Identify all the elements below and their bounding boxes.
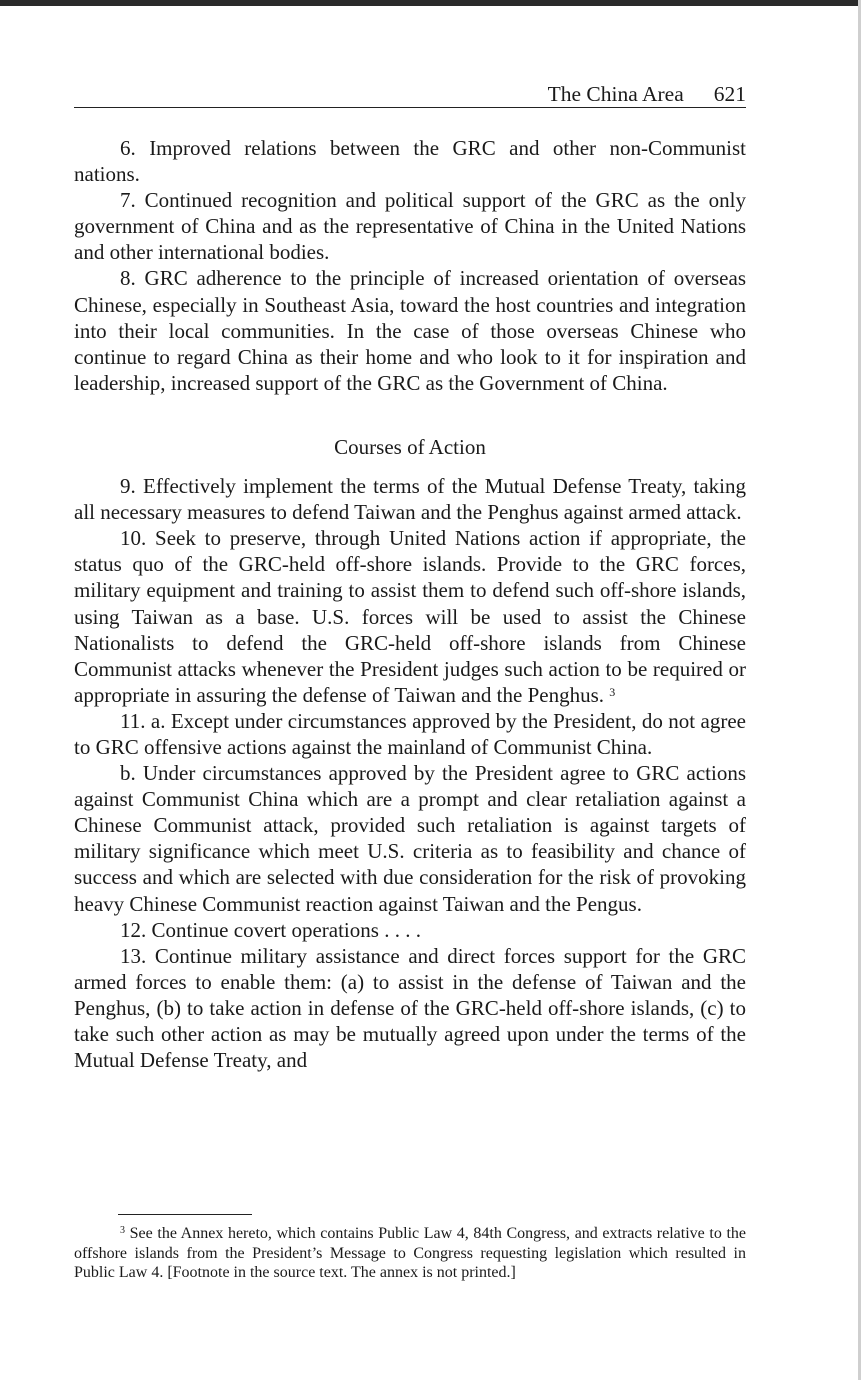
section-heading: Courses of Action <box>334 434 486 459</box>
paragraph-11a: 11. a. Except under circumstances approved by the President, do not agree to GRC offensive actions against the mainland of Communist China. <box>74 708 746 759</box>
main-text <box>74 135 746 1073</box>
page-top-border <box>0 0 861 6</box>
footnote-text: See the Annex hereto, which contains Public Law 4, 84th Congress, and extracts relative to the offshore islands from the President’s Message to Congress requesting legislation which resulted in Public Law 4. [Footnote in the source text. The annex is not printed.] <box>74 1225 747 1281</box>
footnote-marker: 3 <box>120 1225 125 1236</box>
footnote-rule <box>118 1214 252 1215</box>
paragraph-9: 9. Effectively implement the terms of the Mutual Defense Treaty, taking all necessary measures to defend Taiwan and the Penghus against armed attack. <box>74 474 746 525</box>
paragraph-6: 6. Improved relations between the GRC and other non-Communist nations. <box>74 136 746 187</box>
paragraph-8: 8. GRC adherence to the principle of increased orientation of overseas Chinese, especially in Southeast Asia, toward the host countries and integration into their local communities. In the case of those overseas Chinese who continue to regard China as their home and who look to it for inspiration and leadership, increased support of the GRC as the Government of China. <box>74 266 746 395</box>
running-header <box>74 80 746 108</box>
footnote <box>74 1224 746 1283</box>
paragraph-10 <box>74 525 746 708</box>
paragraph-12: 12. Continue covert operations . . . . <box>120 917 421 942</box>
header-title: The China Area <box>547 82 684 106</box>
footnote-reference: 3 <box>609 684 616 699</box>
paragraph-7: 7. Continued recognition and political support of the GRC as the only government of China and as the representative of China in the United Nations and other international bodies. <box>74 188 746 265</box>
page-number: 621 <box>713 82 746 106</box>
paragraph-11b: b. Under circumstances approved by the President agree to GRC actions against Communist China which are a prompt and clear retaliation against a Chinese Communist attack, provided such retaliation is against targets of military significance which meet U.S. criteria as to feasibility and chance of success and which are selected with due consideration for the risk of provoking heavy Chinese Communist reaction against Taiwan and the Pengus. <box>74 761 746 916</box>
paragraph-10-text: 10. Seek to preserve, through United Nations action if appropriate, the status quo of the GRC-held off-shore islands. Provide to the GRC forces, military equipment and training to assist them to defend such off-shore islands, using Taiwan as a base. U.S. forces will be used to assist the Chinese Nationalists to defend the GRC-held off-shore islands from Chinese Communist attacks whenever the President judges such action to be required or appropriate in assuring the defense of Taiwan and the Penghus. <box>74 526 746 707</box>
paragraph-13: 13. Continue military assistance and direct forces support for the GRC armed forces to enable them: (a) to assist in the defense of Taiwan and the Penghus, (b) to take action in defense of the GRC-held off-shore islands, (c) to take such other action as may be mutually agreed upon under the terms of the Mutual Defense Treaty, and <box>74 943 746 1073</box>
